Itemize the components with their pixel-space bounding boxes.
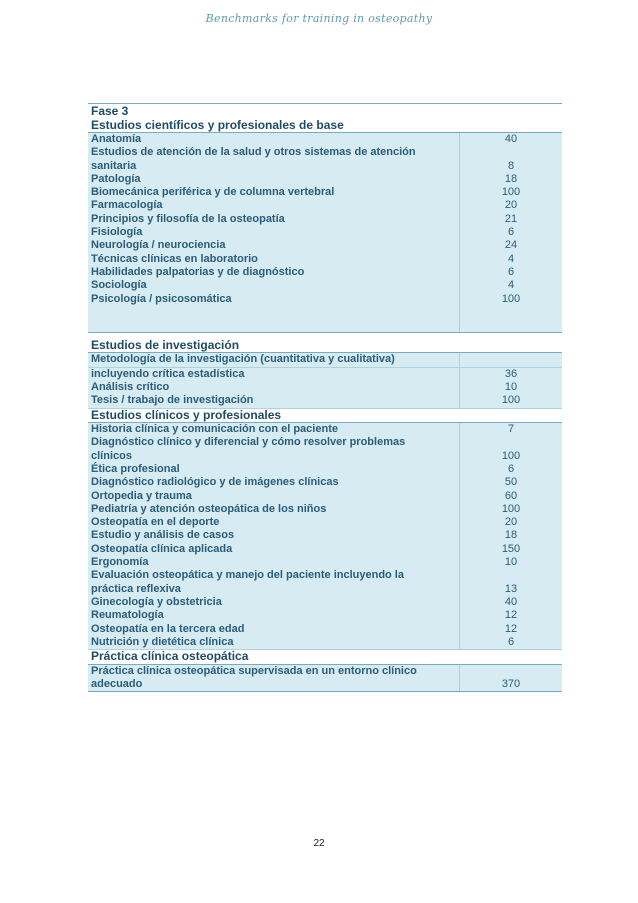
section-basic-studies <box>88 133 562 333</box>
subject-hours: 6 <box>507 635 515 648</box>
section-research-studies <box>88 353 562 408</box>
table-row <box>88 569 562 582</box>
subject-hours <box>460 569 562 582</box>
subject-name: Principios y filosofía de la osteopatía <box>88 213 460 226</box>
table-row <box>88 353 562 367</box>
subject-hours: 4 <box>507 279 515 292</box>
table-row <box>88 253 562 266</box>
subject-name: Sociología <box>88 279 460 292</box>
subject-name: Ética profesional <box>88 463 460 476</box>
section-title-clinical-practice: Práctica clínica osteopática <box>88 650 562 665</box>
subject-name: Fisiología <box>88 226 460 239</box>
subject-hours: 100 <box>501 292 521 305</box>
subject-name: sanitaria <box>88 160 460 173</box>
subject-name: clínicos <box>88 450 460 463</box>
subject-hours: 10 <box>504 380 518 393</box>
subject-hours: 12 <box>504 622 518 635</box>
table-row <box>88 423 562 436</box>
blank-cell <box>88 306 460 332</box>
subject-name: Estudio y análisis de casos <box>88 529 460 542</box>
subject-name: Ginecología y obstetricia <box>88 596 460 609</box>
table-row <box>88 596 562 609</box>
subject-name: adecuado <box>88 678 460 691</box>
subject-name: Diagnóstico clínico y diferencial y cómo resolver problemas <box>88 436 460 449</box>
table-row <box>88 503 562 516</box>
subject-hours: 12 <box>504 609 518 622</box>
subject-hours <box>460 146 562 159</box>
subject-hours: 100 <box>501 394 521 407</box>
table-row <box>88 609 562 622</box>
table-row <box>88 516 562 529</box>
table-row <box>88 556 562 569</box>
table-row <box>88 529 562 542</box>
section-title-basic-studies: Estudios científicos y profesionales de base <box>88 119 562 134</box>
table-row <box>88 133 562 146</box>
subject-name: Tesis / trabajo de investigación <box>88 394 460 407</box>
subject-hours: 150 <box>501 542 521 555</box>
phase-label: Fase 3 <box>88 104 562 119</box>
subject-name: Patología <box>88 173 460 186</box>
table-row <box>88 636 562 650</box>
section-title-clinical-studies: Estudios clínicos y profesionales <box>88 409 562 424</box>
subject-hours: 6 <box>507 265 515 278</box>
subject-hours: 20 <box>504 516 518 529</box>
subject-hours: 60 <box>504 489 518 502</box>
subject-hours: 24 <box>504 239 518 252</box>
subject-name: Farmacología <box>88 199 460 212</box>
subject-name: Anatomía <box>88 133 460 146</box>
subject-name: Psicología / psicosomática <box>88 293 460 306</box>
subject-name: Nutrición y dietética clínica <box>88 636 460 649</box>
table-row <box>88 623 562 636</box>
subject-hours: 100 <box>501 449 521 462</box>
subject-hours: 7 <box>507 423 515 436</box>
table-row <box>88 665 562 678</box>
subject-name: Técnicas clínicas en laboratorio <box>88 253 460 266</box>
section-title-research-studies: Estudios de investigación <box>88 339 562 354</box>
table-row <box>88 678 562 691</box>
subject-name: Práctica clínica osteopática supervisada en un entorno clínico <box>88 665 460 678</box>
subject-name: incluyendo crítica estadística <box>88 368 460 381</box>
section-clinical-studies <box>88 423 562 650</box>
subject-hours <box>460 436 562 449</box>
table-row <box>88 490 562 503</box>
table-row <box>88 543 562 556</box>
subject-hours <box>460 665 562 678</box>
subject-name: Osteopatía en el deporte <box>88 516 460 529</box>
subject-name: Pediatría y atención osteopática de los niños <box>88 503 460 516</box>
subject-hours: 100 <box>501 186 521 199</box>
table-row <box>88 239 562 252</box>
subject-name: Ergonomía <box>88 556 460 569</box>
subject-hours: 50 <box>504 476 518 489</box>
subject-name: Habilidades palpatorias y de diagnóstico <box>88 266 460 279</box>
curriculum-table <box>88 103 562 692</box>
table-row <box>88 186 562 199</box>
subject-name: Historia clínica y comunicación con el paciente <box>88 423 460 436</box>
subject-hours: 40 <box>504 133 518 145</box>
subject-hours: 370 <box>501 677 521 690</box>
table-row <box>88 226 562 239</box>
subject-hours: 20 <box>504 199 518 212</box>
blank-row <box>88 306 562 333</box>
subject-name: Osteopatía en la tercera edad <box>88 623 460 636</box>
subject-hours: 36 <box>504 367 518 380</box>
table-row <box>88 213 562 226</box>
table-row <box>88 146 562 159</box>
subject-hours: 8 <box>507 159 515 172</box>
subject-hours: 10 <box>504 556 518 569</box>
subject-hours <box>460 353 562 366</box>
subject-hours: 40 <box>504 595 518 608</box>
subject-name: Neurología / neurociencia <box>88 239 460 252</box>
subject-name: Osteopatía clínica aplicada <box>88 543 460 556</box>
table-row <box>88 293 562 306</box>
subject-name: práctica reflexiva <box>88 583 460 596</box>
table-row <box>88 583 562 596</box>
subject-name: Reumatología <box>88 609 460 622</box>
table-row <box>88 368 562 381</box>
table-row <box>88 173 562 186</box>
table-row <box>88 450 562 463</box>
page-number: 22 <box>313 838 325 849</box>
subject-name: Biomecánica periférica y de columna vertebral <box>88 186 460 199</box>
subject-hours: 6 <box>507 226 515 239</box>
table-row <box>88 160 562 173</box>
subject-name: Diagnóstico radiológico y de imágenes clínicas <box>88 476 460 489</box>
table-row <box>88 266 562 279</box>
running-header: Benchmarks for training in osteopathy <box>205 12 433 25</box>
table-row <box>88 436 562 449</box>
subject-hours: 100 <box>501 502 521 515</box>
subject-name: Evaluación osteopática y manejo del paciente incluyendo la <box>88 569 460 582</box>
subject-name: Estudios de atención de la salud y otros sistemas de atención <box>88 146 460 159</box>
subject-name: Análisis crítico <box>88 381 460 394</box>
subject-hours: 4 <box>507 252 515 265</box>
table-row <box>88 463 562 476</box>
table-row <box>88 381 562 394</box>
subject-hours: 21 <box>504 212 518 225</box>
section-clinical-practice <box>88 665 562 692</box>
table-row <box>88 476 562 489</box>
table-row <box>88 199 562 212</box>
table-row <box>88 394 562 408</box>
subject-hours: 18 <box>504 529 518 542</box>
subject-name: Metodología de la investigación (cuantitativa y cualitativa) <box>88 353 460 366</box>
subject-hours: 6 <box>507 462 515 475</box>
subject-hours: 13 <box>504 582 518 595</box>
subject-hours: 18 <box>504 172 518 185</box>
subject-name: Ortopedia y trauma <box>88 490 460 503</box>
table-row <box>88 279 562 292</box>
